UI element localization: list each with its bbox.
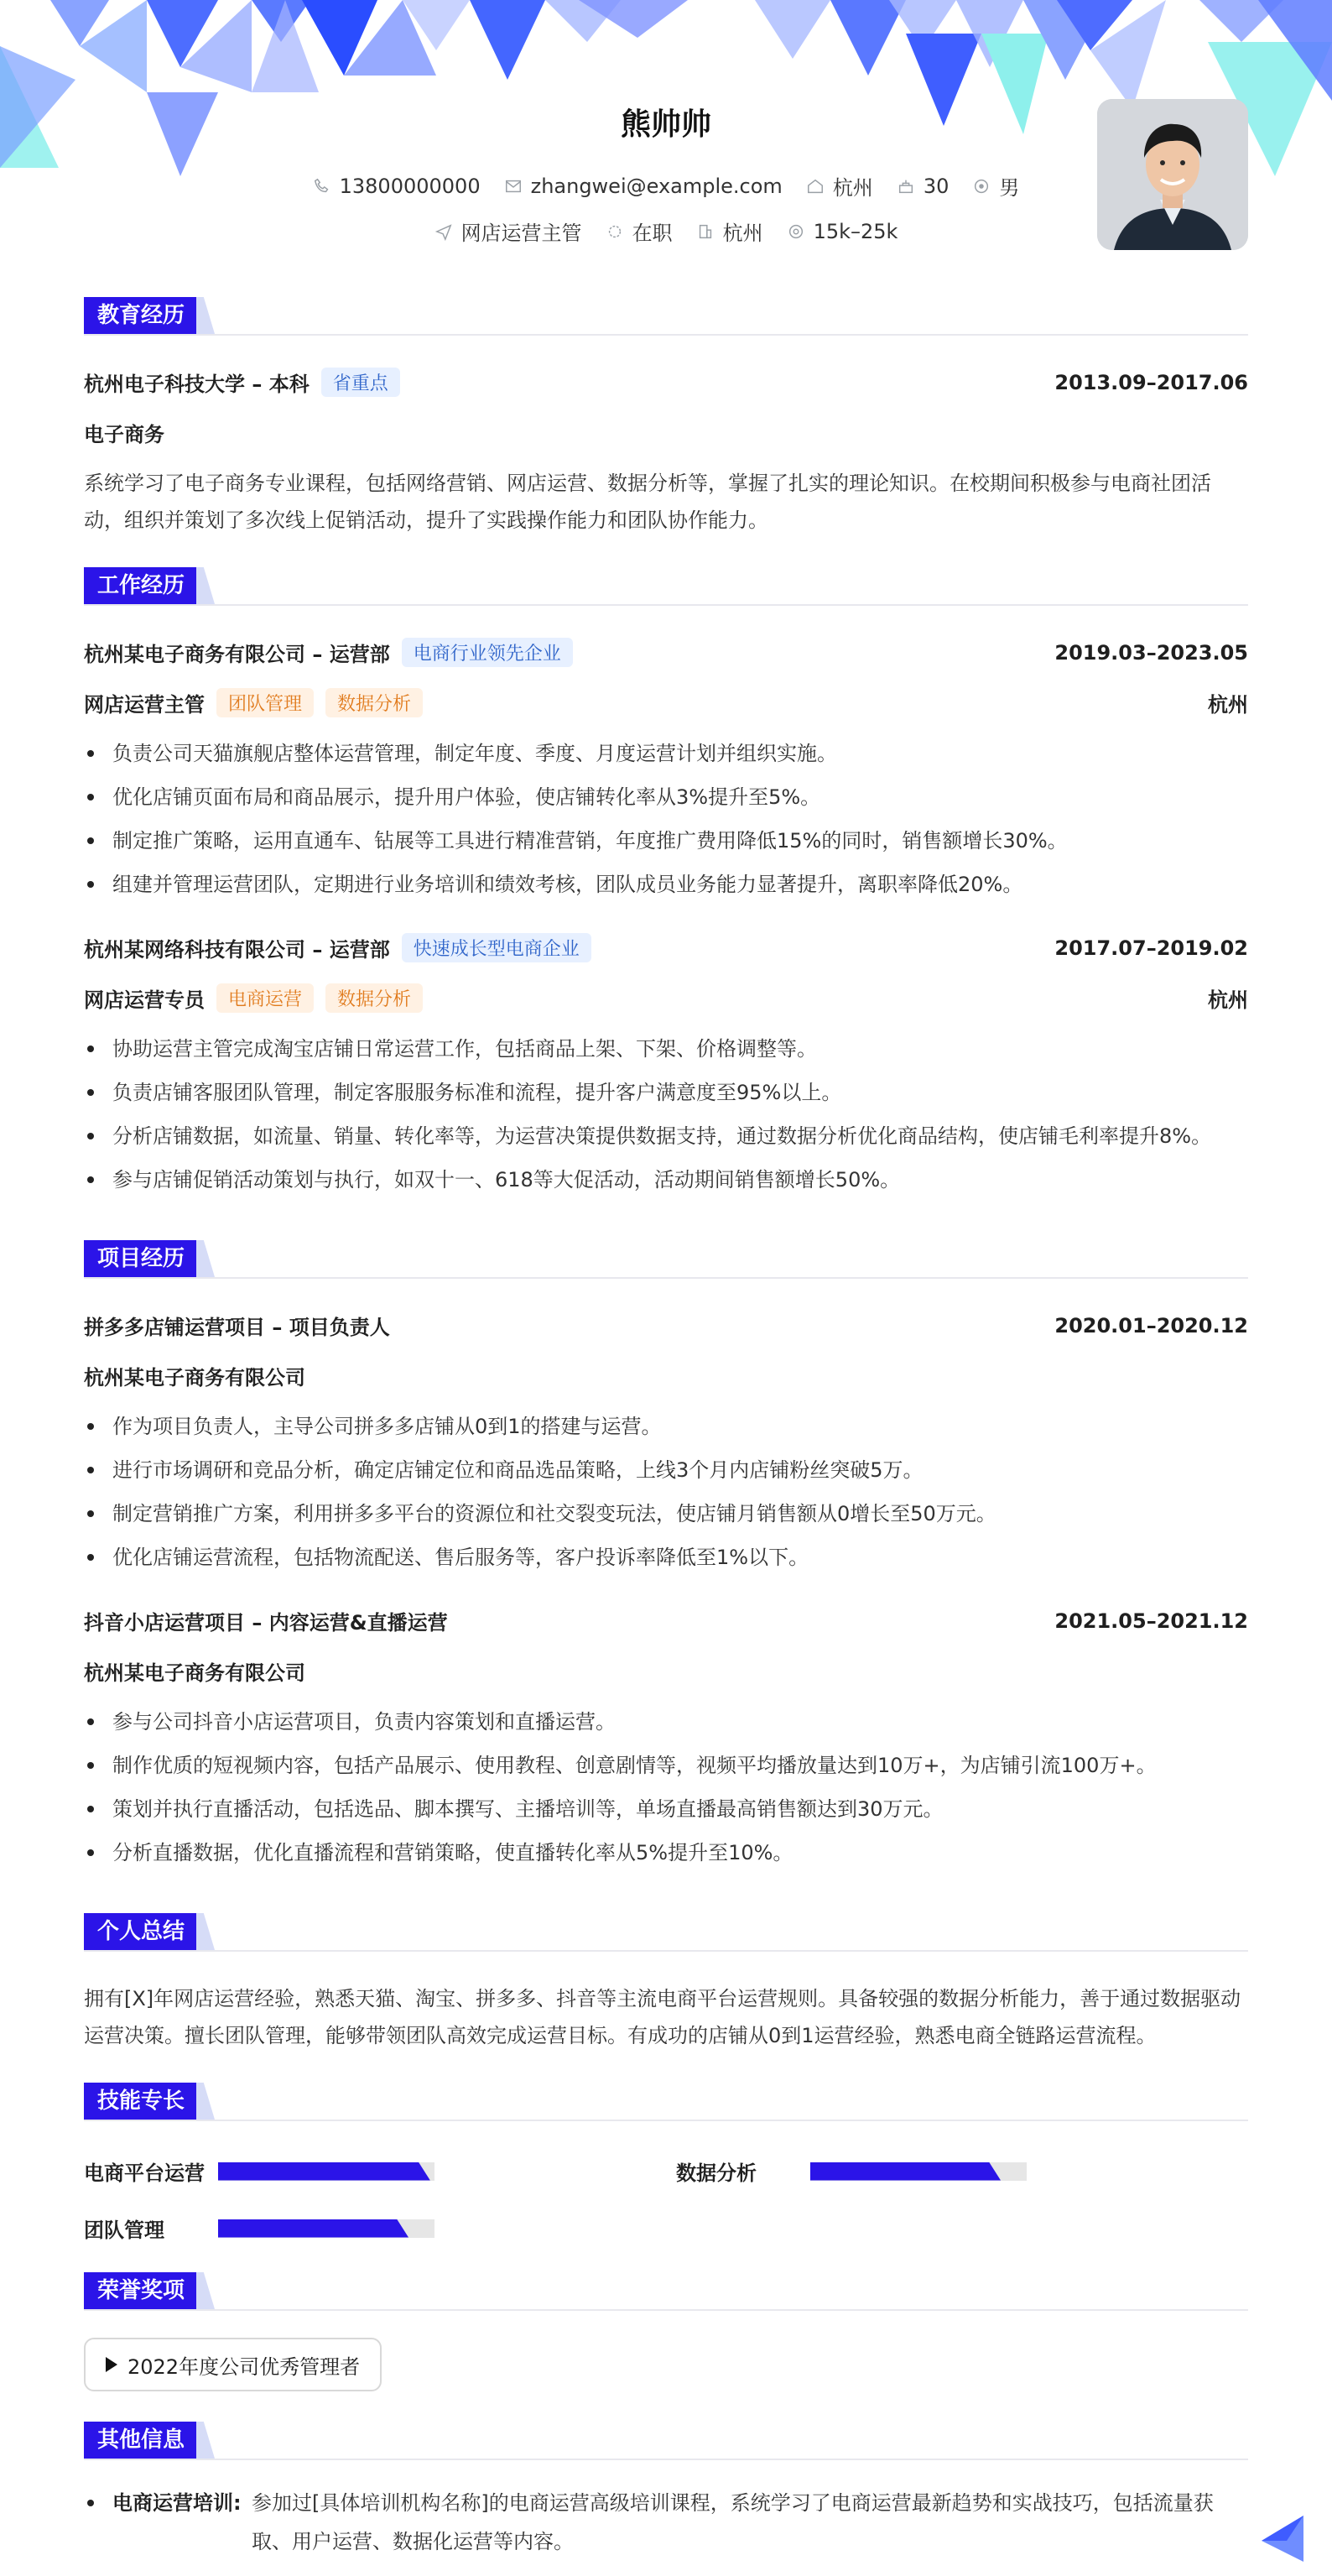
work-role-row [84,688,1248,717]
company-tag: 电商行业领先企业 [402,638,573,667]
gender-value: 男 [999,176,1020,200]
list-item: 作为项目负责人，主导公司拼多多店铺从0到1的搭建与运营。 [84,1405,1248,1448]
salary-icon [787,222,805,241]
section-title-education: 教育经历 [84,297,198,334]
project-header [84,1606,1248,1635]
list-item: 参与店铺促销活动策划与执行，如双十一、618等大促活动，活动期间销售额增长50%。 [84,1158,1248,1202]
status-icon [606,222,624,241]
work-duties-list [84,732,1248,906]
position-value: 网店运营主管 [460,222,582,245]
project-section [84,1240,1248,1279]
list-item: 组建并管理运营团队，定期进行业务培训和绩效考核，团队成员业务能力显著提升，离职率降低20%。 [84,863,1248,906]
section-title-project: 项目经历 [84,1240,198,1277]
candidate-name: 熊帅帅 [620,107,711,142]
project-items-list [84,1700,1248,1875]
education-date: 2013.09–2017.06 [1054,370,1248,394]
school-name: 杭州电子科技大学 – 本科 [84,373,310,396]
list-item: 制定推广策略，运用直通车、钻展等工具进行精准营销，年度推广费用降低15%的同时，销售额增长30%。 [84,819,1248,863]
section-title-skills: 技能专长 [84,2083,198,2120]
home-icon [806,177,825,196]
section-title-work: 工作经历 [84,567,198,604]
school-tag: 省重点 [321,368,400,397]
gender-icon [972,177,991,196]
avatar [1097,99,1248,250]
skill-item [84,2156,434,2186]
education-desc: 系统学习了电子商务专业课程，包括网络营销、网店运营、数据分析等，掌握了扎实的理论知识。在校期间积极参与电商社团活动，组织并策划了多次线上促销活动，提升了实践操作能力和团队协作能力。 [84,472,1211,532]
role-tag: 数据分析 [325,688,423,717]
major: 电子商务 [84,423,164,446]
list-item: 分析直播数据，优化直播流程和营销策略，使直播转化率从5%提升至10%。 [84,1831,1248,1875]
target-city-value: 杭州 [722,222,763,245]
phone-icon [313,177,331,196]
other-info-value: 参加过[具体培训机构名称]的电商运营高级培训课程，系统学习了电商运营最新趋势和实战技巧，包括流量获取、用户运营、数据化运营等内容。 [252,2491,1214,2553]
project-org: 杭州某电子商务有限公司 [84,1661,305,1685]
list-item: 参与公司抖音小店运营项目，负责内容策划和直播运营。 [84,1700,1248,1744]
role-title: 网店运营主管 [84,693,205,717]
list-item: 进行市场调研和竞品分析，确定店铺定位和商品选品策略，上线3个月内店铺粉丝突破5万。 [84,1448,1248,1492]
education-header [84,368,1248,397]
list-item: 制作优质的短视频内容，包括产品展示、使用教程、创意剧情等，视频平均播放量达到10万+，为店铺引流100万+。 [84,1744,1248,1787]
list-item: 负责店铺客服团队管理，制定客服服务标准和流程，提升客户满意度至95%以上。 [84,1071,1248,1114]
other-info-item [84,2484,1248,2561]
cake-icon [897,177,915,196]
age-value: 30 [923,174,950,198]
other-info-key: 电商运营培训: [112,2491,242,2515]
summary-section [84,1913,1248,1952]
work-entry-header [84,933,1248,962]
skill-fill [218,2219,408,2238]
skill-bar [810,2162,1027,2181]
skill-bar [218,2162,434,2181]
list-item: 优化店铺页面布局和商品展示，提升用户体验，使店铺转化率从3%提升至5%。 [84,775,1248,819]
company-name: 杭州某电子商务有限公司 – 运营部 [84,643,390,666]
corner-decoration-icon [1253,2507,1312,2566]
skill-name: 数据分析 [676,2161,757,2185]
honors-section [84,2272,1248,2311]
send-icon [434,222,453,241]
role-title: 网店运营专员 [84,988,205,1012]
work-date: 2019.03–2023.05 [1054,640,1248,665]
project-header [84,1311,1248,1340]
award-item[interactable] [84,2338,382,2391]
skill-item [676,2156,1027,2186]
expand-arrow-icon [106,2357,117,2372]
status-value: 在职 [632,222,673,245]
project-items-list [84,1405,1248,1579]
work-entry-header [84,638,1248,667]
salary-value: 15k–25k [813,219,898,243]
email-icon [504,177,523,196]
email-value: zhangwei@example.com [530,174,783,198]
building-icon [696,222,715,241]
list-item: 分析店铺数据，如流量、销量、转化率等，为运营决策提供数据支持，通过数据分析优化商品结构，使店铺毛利率提升8%。 [84,1114,1248,1158]
work-role-row [84,983,1248,1013]
project-title: 抖音小店运营项目 – 内容运营&直播运营 [84,1611,448,1635]
summary-text: 拥有[X]年网店运营经验，熟悉天猫、淘宝、拼多多、抖音等主流电商平台运营规则。具备较强的数据分析能力，善于通过数据驱动运营决策。擅长团队管理，能够带领团队高效完成运营目标。有成功的店铺从0到1运营经验，熟悉电商全链路运营流程。 [84,1987,1241,2047]
work-date: 2017.07–2019.02 [1054,936,1248,960]
award-label: 2022年度公司优秀管理者 [127,2354,361,2379]
role-tag: 电商运营 [216,983,314,1013]
skill-name: 电商平台运营 [84,2161,205,2185]
section-title-honors: 荣誉奖项 [84,2272,198,2309]
skill-fill [218,2162,430,2181]
project-org: 杭州某电子商务有限公司 [84,1366,305,1390]
other-section [84,2422,1248,2460]
project-title: 拼多多店铺运营项目 – 项目负责人 [84,1316,390,1339]
work-duties-list [84,1027,1248,1202]
role-tag: 数据分析 [325,983,423,1013]
list-item: 制定营销推广方案，利用拼多多平台的资源位和社交裂变玩法，使店铺月销售额从0增长至50万元。 [84,1492,1248,1536]
job-intent-row [84,216,1248,246]
skills-section [84,2083,1248,2121]
company-name: 杭州某网络科技有限公司 – 运营部 [84,938,390,962]
section-title-other: 其他信息 [84,2422,198,2459]
list-item: 优化店铺运营流程，包括物流配送、售后服务等，客户投诉率降低至1%以下。 [84,1536,1248,1579]
section-title-summary: 个人总结 [84,1913,198,1950]
project-date: 2021.05–2021.12 [1054,1609,1248,1633]
role-tag: 团队管理 [216,688,314,717]
list-item: 协助运营主管完成淘宝店铺日常运营工作，包括商品上架、下架、价格调整等。 [84,1027,1248,1071]
contact-row [84,171,1248,201]
list-item: 策划并执行直播活动，包括选品、脚本撰写、主播培训等，单场直播最高销售额达到30万元。 [84,1787,1248,1831]
phone-value: 13800000000 [339,174,481,198]
city-value: 杭州 [832,176,873,200]
work-section [84,567,1248,606]
company-tag: 快速成长型电商企业 [402,933,591,962]
work-city: 杭州 [1208,693,1248,717]
skill-name: 团队管理 [84,2219,164,2242]
project-date: 2020.01–2020.12 [1054,1313,1248,1338]
education-section [84,297,1248,336]
work-city: 杭州 [1208,988,1248,1012]
skill-item [84,2214,434,2243]
list-item: 负责公司天猫旗舰店整体运营管理，制定年度、季度、月度运营计划并组织实施。 [84,732,1248,775]
skill-fill [810,2162,1001,2181]
skill-bar [218,2219,434,2238]
